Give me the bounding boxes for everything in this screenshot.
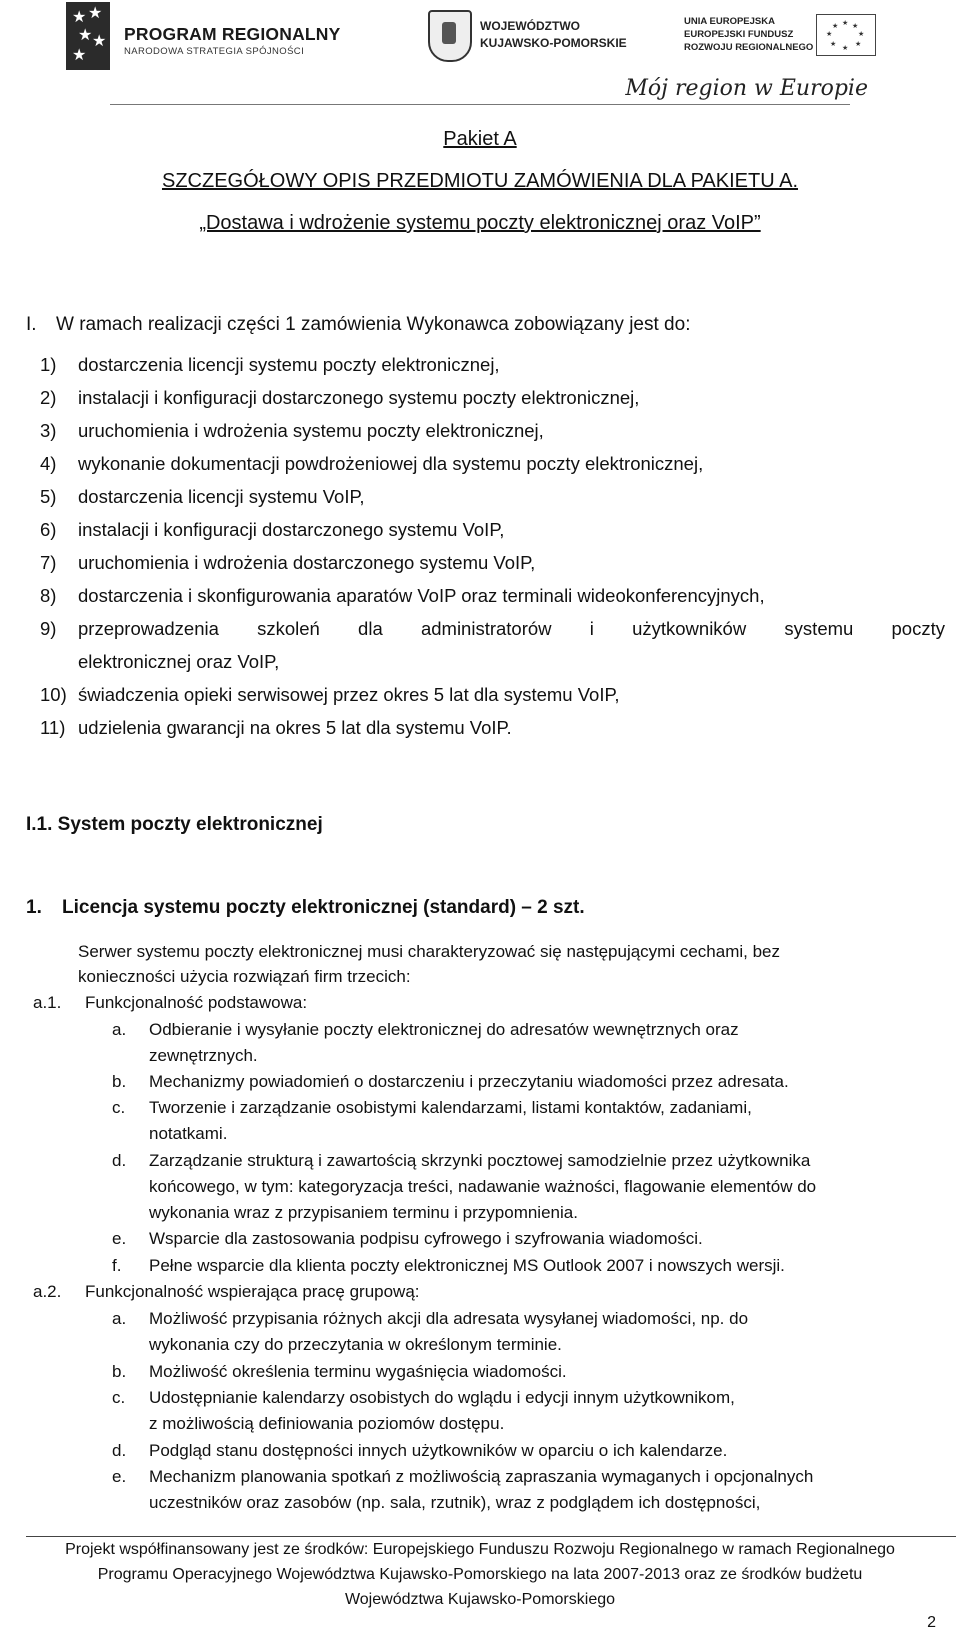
- item-line: końcowego, w tym: kategoryzacja treści, nadawanie ważności, flagowanie elementów do: [149, 1177, 817, 1196]
- list-item: 5) dostarczenia licencji systemu VoIP,: [40, 486, 365, 507]
- item-letter: d.: [112, 1151, 127, 1170]
- item-letter: b.: [112, 1072, 127, 1091]
- item-line: Pełne wsparcie dla klienta poczty elektronicznej MS Outlook 2007 i nowszych wersji.: [149, 1256, 785, 1275]
- item-line: Możliwość przypisania różnych akcji dla adresata wysyłanej wiadomości, np. do: [149, 1309, 749, 1328]
- item-letter: a.: [112, 1309, 127, 1328]
- wojewodztwo-logo: [428, 10, 638, 62]
- list-item-continuation: elektronicznej oraz VoIP,: [78, 651, 280, 672]
- sublist-title: Funkcjonalność wspierająca pracę grupową:: [85, 1282, 420, 1301]
- header-divider: [110, 104, 850, 105]
- list-item: 11) udzielenia gwarancji na okres 5 lat dla systemu VoIP.: [40, 717, 512, 738]
- crest-icon: [428, 10, 472, 62]
- list-item: 7) uruchomienia i wdrożenia dostarczonego systemu VoIP,: [40, 552, 536, 573]
- logo-left-title: PROGRAM REGIONALNY: [124, 24, 341, 44]
- item-line: wykonania wraz z przypisaniem terminu i przypomnienia.: [149, 1203, 578, 1222]
- item-letter: a.: [112, 1020, 127, 1039]
- item-line: Możliwość określenia terminu wygaśnięcia wiadomości.: [149, 1362, 567, 1381]
- item-line: z możliwością definiowania poziomów dostępu.: [149, 1414, 505, 1433]
- list-item: 10) świadczenia opieki serwisowej przez okres 5 lat dla systemu VoIP,: [40, 684, 620, 705]
- list-item: 4) wykonanie dokumentacji powdrożeniowej dla systemu poczty elektronicznej,: [40, 453, 704, 474]
- section-i-intro: [26, 314, 690, 336]
- motto: Mój region w Europie: [625, 76, 868, 101]
- item-line: Mechanizm planowania spotkań z możliwością zapraszania wymaganych i opcjonalnych: [149, 1467, 814, 1486]
- intro-line: Serwer systemu poczty elektronicznej musi charakteryzować się następującymi cechami, bez: [78, 942, 780, 961]
- footer-line: Województwa Kujawsko-Pomorskiego: [344, 1591, 616, 1608]
- eu-flag-icon: ★ ★ ★ ★ ★ ★ ★ ★: [816, 14, 876, 56]
- sublist-label: a.1.: [33, 993, 62, 1012]
- sublist-label: a.2.: [33, 1282, 62, 1301]
- item-line: notatkami.: [149, 1124, 228, 1143]
- item-letter: b.: [112, 1362, 127, 1381]
- stars-icon: ★ ★ ★ ★ ★: [66, 2, 110, 70]
- list-item: 8) dostarczenia i skonfigurowania aparatów VoIP oraz terminali wideokonferencyjnych,: [40, 585, 765, 606]
- item-line: wykonania czy do przeczytania w określonym terminie.: [149, 1335, 562, 1354]
- footer-divider: [26, 1536, 956, 1537]
- logo-mid-line1: WOJEWÓDZTWO: [480, 19, 580, 33]
- item-line: Tworzenie i zarządzanie osobistymi kalendarzami, listami kontaktów, zadaniami,: [149, 1098, 752, 1117]
- item-line: Wsparcie dla zastosowania podpisu cyfrowego i szyfrowania wiadomości.: [149, 1229, 703, 1248]
- logo-right-line3: ROZWOJU REGIONALNEGO: [684, 42, 814, 53]
- list-item: 3) uruchomienia i wdrożenia systemu poczty elektronicznej,: [40, 420, 544, 441]
- logo-right-line1: UNIA EUROPEJSKA: [684, 16, 775, 27]
- item-line: uczestników oraz zasobów (np. sala, rzutnik), wraz z podglądem ich dostępności,: [149, 1493, 761, 1512]
- section-heading: I.1. System poczty elektronicznej: [26, 814, 323, 835]
- item-letter: c.: [112, 1098, 126, 1117]
- item-letter: f.: [112, 1256, 122, 1275]
- description-title: SZCZEGÓŁOWY OPIS PRZEDMIOTU ZAMÓWIENIA DLA PAKIETU A.: [161, 170, 799, 192]
- item-letter: c.: [112, 1388, 126, 1407]
- list-item: 9) przeprowadzenia szkoleń dla administratorów i użytkowników systemu poczty: [40, 618, 945, 639]
- item-line: Udostępnianie kalendarzy osobistych do wglądu i edycji innym użytkownikom,: [149, 1388, 735, 1407]
- section-text: W ramach realizacji części 1 zamówienia Wykonawca zobowiązany jest do:: [56, 314, 691, 335]
- package-title: Pakiet A: [443, 128, 517, 150]
- logo-left-subtitle: NARODOWA STRATEGIA SPÓJNOŚCI: [124, 46, 305, 57]
- section-number: I.: [26, 314, 37, 335]
- footer-line: Projekt współfinansowany jest ze środków: Europejskiego Funduszu Rozwoju Regionalnego w ramach Regionalnego: [65, 1541, 895, 1558]
- item-line: Mechanizmy powiadomień o dostarczeniu i przeczytaniu wiadomości przez adresata.: [149, 1072, 789, 1091]
- item-line: zewnętrznych.: [149, 1046, 258, 1065]
- item-title: 1. Licencja systemu poczty elektronicznej (standard) – 2 szt.: [26, 897, 585, 918]
- program-regionalny-logo: [66, 2, 356, 72]
- footer-line: Programu Operacyjnego Województwa Kujawsko-Pomorskiego na lata 2007-2013 oraz ze środków budżetu: [97, 1566, 863, 1583]
- item-line: Zarządzanie strukturą i zawartością skrzynki pocztowej samodzielnie przez użytkownika: [149, 1151, 811, 1170]
- item-letter: e.: [112, 1467, 127, 1486]
- item-line: Podgląd stanu dostępności innych użytkowników w oparciu o ich kalendarze.: [149, 1441, 728, 1460]
- logo-mid-line2: KUJAWSKO-POMORSKIE: [480, 36, 627, 50]
- item-line: Odbieranie i wysyłanie poczty elektronicznej do adresatów wewnętrznych oraz: [149, 1020, 739, 1039]
- logo-right-line2: EUROPEJSKI FUNDUSZ: [684, 29, 794, 40]
- item-letter: d.: [112, 1441, 127, 1460]
- subject-title: „Dostawa i wdrożenie systemu poczty elektronicznej oraz VoIP”: [199, 212, 761, 234]
- intro-line: konieczności użycia rozwiązań firm trzecich:: [78, 967, 411, 986]
- list-item: 6) instalacji i konfiguracji dostarczonego systemu VoIP,: [40, 519, 505, 540]
- sublist-title: Funkcjonalność podstawowa:: [85, 993, 308, 1012]
- list-item: 2) instalacji i konfiguracji dostarczonego systemu poczty elektronicznej,: [40, 387, 640, 408]
- list-item: 1) dostarczenia licencji systemu poczty elektronicznej,: [40, 354, 500, 375]
- item-letter: e.: [112, 1229, 127, 1248]
- page-number: 2: [927, 1614, 936, 1631]
- eu-logo: [684, 14, 884, 70]
